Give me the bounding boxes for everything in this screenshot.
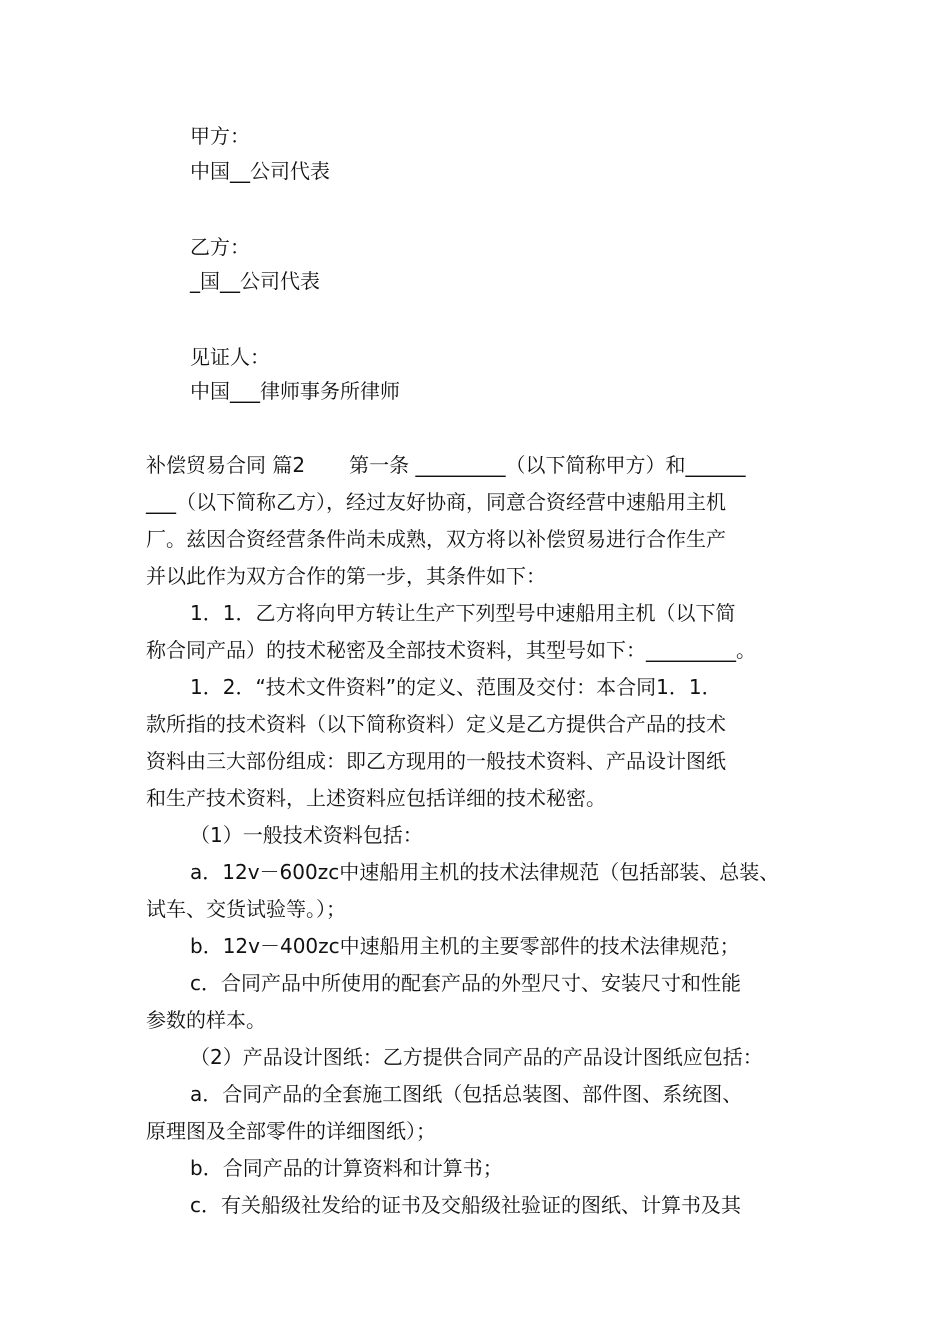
- paragraph-line: 并以此作为双方合作的第一步，其条件如下：: [146, 564, 546, 588]
- paragraph-line: 原理图及全部零件的详细图纸）；: [146, 1119, 436, 1143]
- paragraph-line: 第一条 _________（以下简称甲方）和______: [349, 453, 746, 477]
- paragraph-line: 试车、交货试验等。）；: [146, 897, 346, 921]
- witness-label: 见证人：: [190, 345, 270, 369]
- paragraph-line: 厂。兹因合资经营条件尚未成熟，双方将以补偿贸易进行合作生产: [146, 527, 726, 551]
- party-b-label: 乙方：: [190, 235, 250, 259]
- witness-representative: 中国___律师事务所律师: [190, 379, 400, 403]
- paragraph-line: a．合同产品的全套施工图纸（包括总装图、部件图、系统图、: [190, 1082, 743, 1106]
- paragraph-line: 称合同产品）的技术秘密及全部技术资料，其型号如下：_________。: [146, 638, 756, 662]
- paragraph-line: b．合同产品的计算资料和计算书；: [190, 1156, 503, 1180]
- paragraph-line: 资料由三大部份组成：即乙方现用的一般技术资料、产品设计图纸: [146, 749, 726, 773]
- paragraph-line: 1．1．乙方将向甲方转让生产下列型号中速船用主机（以下简: [190, 601, 736, 625]
- paragraph-line: 和生产技术资料，上述资料应包括详细的技术秘密。: [146, 786, 606, 810]
- article-first-line: [146, 450, 745, 480]
- paragraph-line: c．合同产品中所使用的配套产品的外型尺寸、安装尺寸和性能: [190, 971, 741, 995]
- paragraph-line: （2）产品设计图纸：乙方提供合同产品的产品设计图纸应包括：: [190, 1045, 763, 1069]
- paragraph-line: c．有关船级社发给的证书及交船级社验证的图纸、计算书及其: [190, 1193, 741, 1217]
- paragraph-line: （1）一般技术资料包括：: [190, 823, 423, 847]
- paragraph-line: 款所指的技术资料（以下简称资料）定义是乙方提供合产品的技术: [146, 712, 726, 736]
- party-b-representative: _国__公司代表: [190, 269, 320, 293]
- article-heading: 补偿贸易合同 篇2: [146, 453, 306, 477]
- paragraph-line: a．12v－600zc中速船用主机的技术法律规范（包括部装、总装、: [190, 860, 780, 884]
- paragraph-line: 1．2．“技术文件资料”的定义、范围及交付：本合同1．1．: [190, 675, 722, 699]
- party-a-label: 甲方：: [190, 124, 250, 148]
- paragraph-line: ___（以下简称乙方），经过友好协商，同意合资经营中速船用主机: [146, 490, 726, 514]
- paragraph-line: b．12v－400zc中速船用主机的主要零部件的技术法律规范；: [190, 934, 740, 958]
- paragraph-line: 参数的样本。: [146, 1008, 266, 1032]
- party-a-representative: 中国__公司代表: [190, 159, 330, 183]
